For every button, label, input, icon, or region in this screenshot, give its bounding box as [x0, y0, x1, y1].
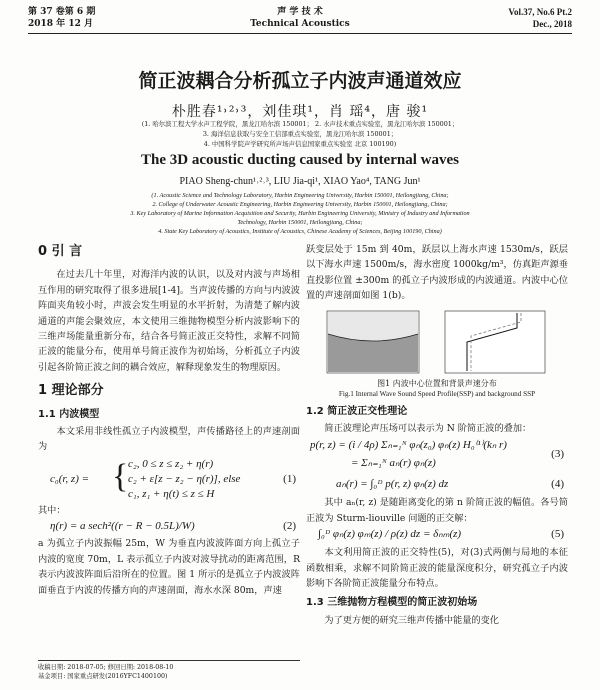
- affiliation-cn-line: 3. 海洋信息获取与安全工信部重点实验室，黑龙江哈尔滨 150001；: [202, 130, 398, 138]
- journal-name-cn: 声 学 技 术: [277, 7, 323, 17]
- equation-4: [306, 476, 568, 495]
- affiliation-en-line: 4. State Key Laboratory of Acoustics, Institute of Acoustics, Chinese Academy of Sciences, Beijing 100190, China): [158, 228, 442, 235]
- figure-1-caption-en: Fig.1 Internal Wave Sound Speed Profile(SSP) and background SSP: [338, 389, 536, 398]
- equation-5: [306, 526, 568, 545]
- header-rule: [28, 33, 572, 34]
- equation-1: [38, 457, 300, 503]
- vol-no-en: Vol.37, No.6 Pt.2: [508, 7, 572, 17]
- equation-1-case: c₂ + ε[z − z₂ − η(r)], else: [128, 472, 241, 485]
- continued-paragraph: 跃变层处于 15m 到 40m，跃层以上海水声速 1530m/s，跃层以下海水声速 1500m/s，海水密度 1000kg/m³，仿真距声源垂直投影位置 ±300m 的孤立子内波形成的内波通道。内波中心位置的声速剖面如图 1(b)。: [306, 244, 568, 302]
- pe-paragraph: 为了更方便的研究三维声传播中能量的变化: [324, 614, 499, 626]
- title-cn: 简正波耦合分析孤立子内波声通道效应: [138, 70, 462, 92]
- equation-5-number: (5): [551, 528, 564, 541]
- equation-5-body: ∫₀ᴰ φₙ(z) φₘ(z) / ρ(z) dz = δₙₘ(z): [318, 528, 462, 541]
- running-header: [28, 6, 572, 32]
- subsection-heading-orthogonality: 1.2 简正波正交性理论: [306, 405, 408, 417]
- journal-issue-en: [508, 6, 572, 30]
- equation-4-body: aₙ(r) = ∫₀ᴰ p(r, z) φₙ(z) dz: [336, 478, 449, 491]
- affiliation-en-line: (1. Acoustic Science and Technology Laboratory, Harbin Engineering University, Harbin 150001, Heilongjiang, China;: [151, 192, 449, 199]
- figure-1-caption-cn: 图1 内波中心位置和背景声速分布: [377, 378, 497, 388]
- equation-1-number: (1): [283, 472, 296, 485]
- equation-1-case: c₂, 0 ≤ z ≤ z₂ + η(r): [128, 457, 214, 470]
- modes-paragraph: 简正波理论声压场可以表示为 N 阶简正波的叠加：: [324, 423, 532, 435]
- right-column: [306, 242, 568, 628]
- equation-2: [38, 518, 300, 536]
- subsection-heading-internal-wave-model: 1.1 内波模型: [38, 408, 100, 420]
- orthogonality-paragraph-2: 本文利用简正波的正交特性(5)，对(3)式两侧与局地的本征函数相乘，求解不同阶简正波的能量深度积分，研究孤立子内波影响下各阶简正波能量分布特点。: [306, 547, 568, 590]
- equation-2-number: (2): [283, 520, 296, 533]
- footnote-fund: 基金项目: 国家重点研发(2016YFC1400100): [38, 673, 168, 680]
- equation-2-body: η(r) = a sech²((r − R − 0.5L)/W): [50, 520, 195, 533]
- issue-date-en: Dec., 2018: [532, 19, 572, 29]
- left-column: [38, 242, 300, 598]
- journal-name-en: Technical Acoustics: [250, 19, 350, 29]
- figure-1b-frame: [445, 311, 545, 373]
- figure-1-plots: [317, 308, 557, 378]
- footnote-received: 收稿日期: 2018-07-05; 修回日期: 2018-08-10: [38, 664, 174, 671]
- orthogonality-paragraph: 其中 aₙ(r, z) 是随距离变化的第 n 阶简正波的幅值。各号简正波为 Sturm-liouville 问题的正交解：: [306, 497, 568, 524]
- section-heading-introduction: 0 引 言: [38, 244, 83, 259]
- affiliation-en-line: 2. College of Underwater Acoustic Engineering, Harbin Engineering University, Harbin 150001, Heilongjiang, China;: [152, 201, 448, 208]
- volume-issue: 第 37 卷第 6 期: [28, 7, 96, 17]
- footnote: [38, 660, 300, 681]
- equation-1-cases: [128, 457, 240, 502]
- affiliation-cn-line: (1. 哈尔滨工程大学水声工程学院，黑龙江哈尔滨 150001； 2. 水声技术重点实验室，黑龙江哈尔滨 150001；: [141, 120, 459, 128]
- figure-1: [317, 308, 557, 378]
- section-heading-theory: 1 理论部分: [38, 383, 104, 399]
- affiliation-en-line: Technology, Harbin 150001, Heilongjiang, China;: [237, 219, 363, 226]
- equation-1-brace: {: [112, 457, 129, 495]
- equation-4-number: (4): [551, 478, 564, 491]
- authors-en: PIAO Sheng-chun¹˒²˒³, LIU Jia-qi¹, XIAO Yao⁴, TANG Jun¹: [179, 176, 421, 187]
- subsection-heading-pe-initial-field: 1.3 三维抛物方程模型的简正波初始场: [306, 597, 478, 609]
- journal-name: [28, 6, 572, 30]
- authors-cn: 朴胜春¹˒²˒³，刘佳琪¹，肖 瑶⁴，唐 骏¹: [171, 104, 429, 120]
- where-label: 其中：: [38, 504, 66, 516]
- equation-3-number: (3): [551, 448, 564, 461]
- affiliations-cn: [90, 119, 510, 149]
- intro-paragraph: 在过去几十年里，对海洋内波的认识，以及对内波与声场相互作用的研究取得了很多进展[1-4]。当声波传播的方向与内波波阵面夹角较小时，声波会发生明显的水平折射，为清楚了解内波通道的声能会聚效应，本文使用三维抛物模型分析内波影响下的三维声场能量重新分布，结合各号简正波正交特性，求解不同简正波的能量分布，使用单号简正波作为初始场，分析孤立子内波引起各阶简正波之间的耦合效应，解释现象发生的物理原因。: [38, 269, 300, 373]
- parameter-paragraph: a 为孤立子内波振幅 25m，W 为垂直内波波阵面方向上孤立子内波的宽度 70m，L 表示孤立子内波对波导扰动的距离范围，R 表示内波波阵面后沿所在的位置。图 1 所示的是孤立子内波波阵面垂直于内波的传播方向的声速剖面，海水水深 80m，声速: [38, 538, 300, 596]
- issue-date-cn: 2018 年 12 月: [28, 19, 93, 29]
- affiliation-cn-line: 4. 中国科学院声学研究所声场声信息国家重点实验室 北京 100190): [203, 140, 397, 148]
- equation-1-case: c₁, z₁ + η(t) ≤ z ≤ H: [128, 487, 215, 500]
- equation-1-lhs: c₀(r, z) =: [50, 472, 90, 485]
- affiliation-en-line: 3. Key Laboratory of Marine Information Acquisition and Security, Harbin Engineering University, Ministry of Industry and Information: [130, 210, 470, 217]
- equation-3: [306, 436, 568, 476]
- title-en: The 3D acoustic ducting caused by internal waves: [141, 152, 459, 168]
- model-paragraph: 本文采用非线性孤立子内波模型，声传播路径上的声速剖面为: [38, 426, 300, 453]
- affiliations-en: [40, 191, 560, 236]
- equation-3-line2: = Σₙ₌₁ᴺ aₙ(r) φₙ(z): [351, 457, 436, 470]
- equation-3-line1: p(r, z) = (i / 4ρ) Σₙ₌₁ᴺ φₙ(z₀) φₙ(z) H₀⁽¹⁾(kₙ r): [310, 439, 507, 452]
